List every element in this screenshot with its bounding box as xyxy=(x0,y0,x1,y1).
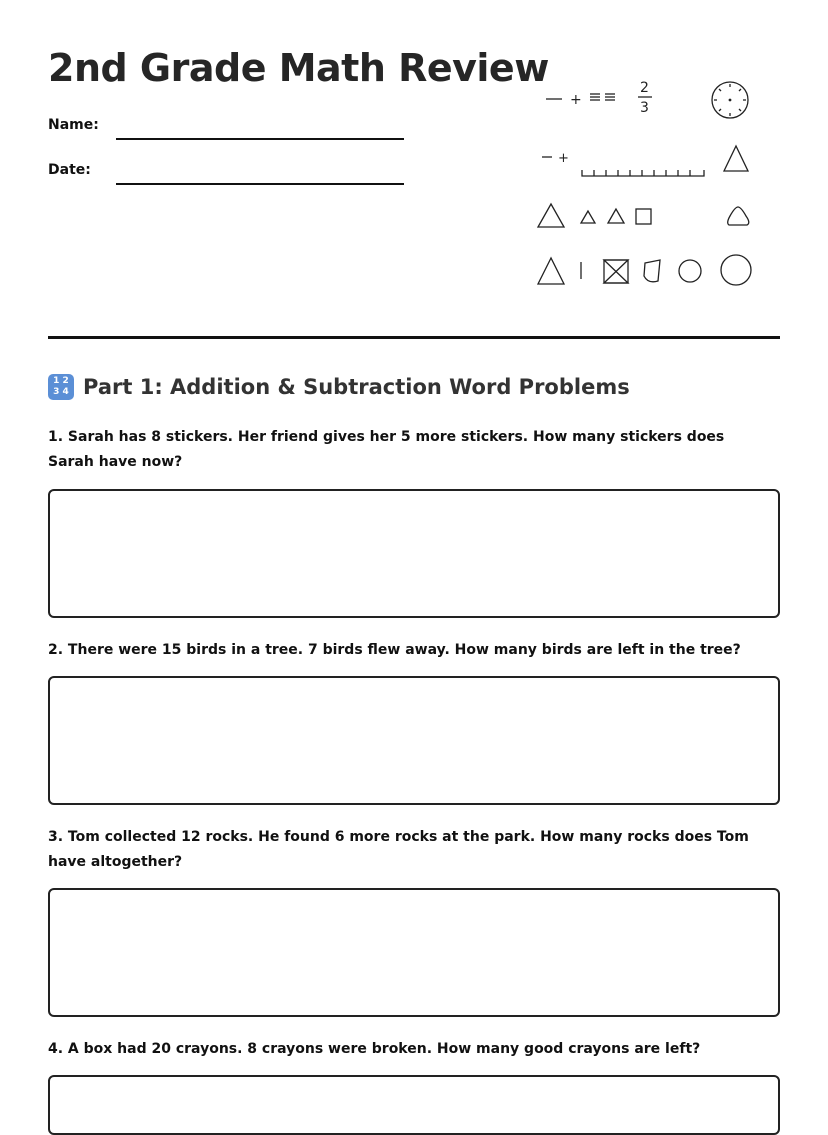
plus-sign: + xyxy=(558,151,569,166)
square-icon xyxy=(636,209,651,224)
question-2: 2. There were 15 birds in a tree. 7 birds flew away. How many birds are left in the tree? xyxy=(48,642,741,658)
name-line[interactable] xyxy=(116,138,404,140)
answer-box-1[interactable] xyxy=(48,489,780,618)
section-title-text: Part 1: Addition & Subtraction Word Problems xyxy=(83,375,630,399)
circle-icon xyxy=(679,260,701,282)
badge-bottom: 3 4 xyxy=(53,387,69,397)
section-heading xyxy=(48,374,630,400)
plus-sign: + xyxy=(570,92,582,108)
date-label: Date: xyxy=(48,162,91,178)
question-4: 4. A box had 20 crayons. 8 crayons were broken. How many good crayons are left? xyxy=(48,1041,701,1057)
answer-box-4[interactable] xyxy=(48,1075,780,1135)
fraction-denominator: 3 xyxy=(640,100,649,116)
worksheet-title: 2nd Grade Math Review xyxy=(48,46,549,90)
circle-icon xyxy=(721,255,751,285)
answer-box-3[interactable] xyxy=(48,888,780,1017)
numbers-icon xyxy=(48,374,74,400)
name-label: Name: xyxy=(48,117,99,133)
badge-top: 1 2 xyxy=(53,376,69,386)
section-divider xyxy=(48,336,780,339)
question-3: 3. Tom collected 12 rocks. He found 6 more rocks at the park. How many rocks does Tom have altogether? xyxy=(48,829,749,870)
triangle-icon xyxy=(538,204,564,227)
answer-box-2[interactable] xyxy=(48,676,780,805)
question-1: 1. Sarah has 8 stickers. Her friend gives her 5 more stickers. How many stickers does Sarah have now? xyxy=(48,429,725,470)
fraction-numerator: 2 xyxy=(640,80,649,96)
date-line[interactable] xyxy=(116,183,404,185)
math-shapes-decoration xyxy=(530,76,770,296)
triangle-icon xyxy=(724,146,748,171)
